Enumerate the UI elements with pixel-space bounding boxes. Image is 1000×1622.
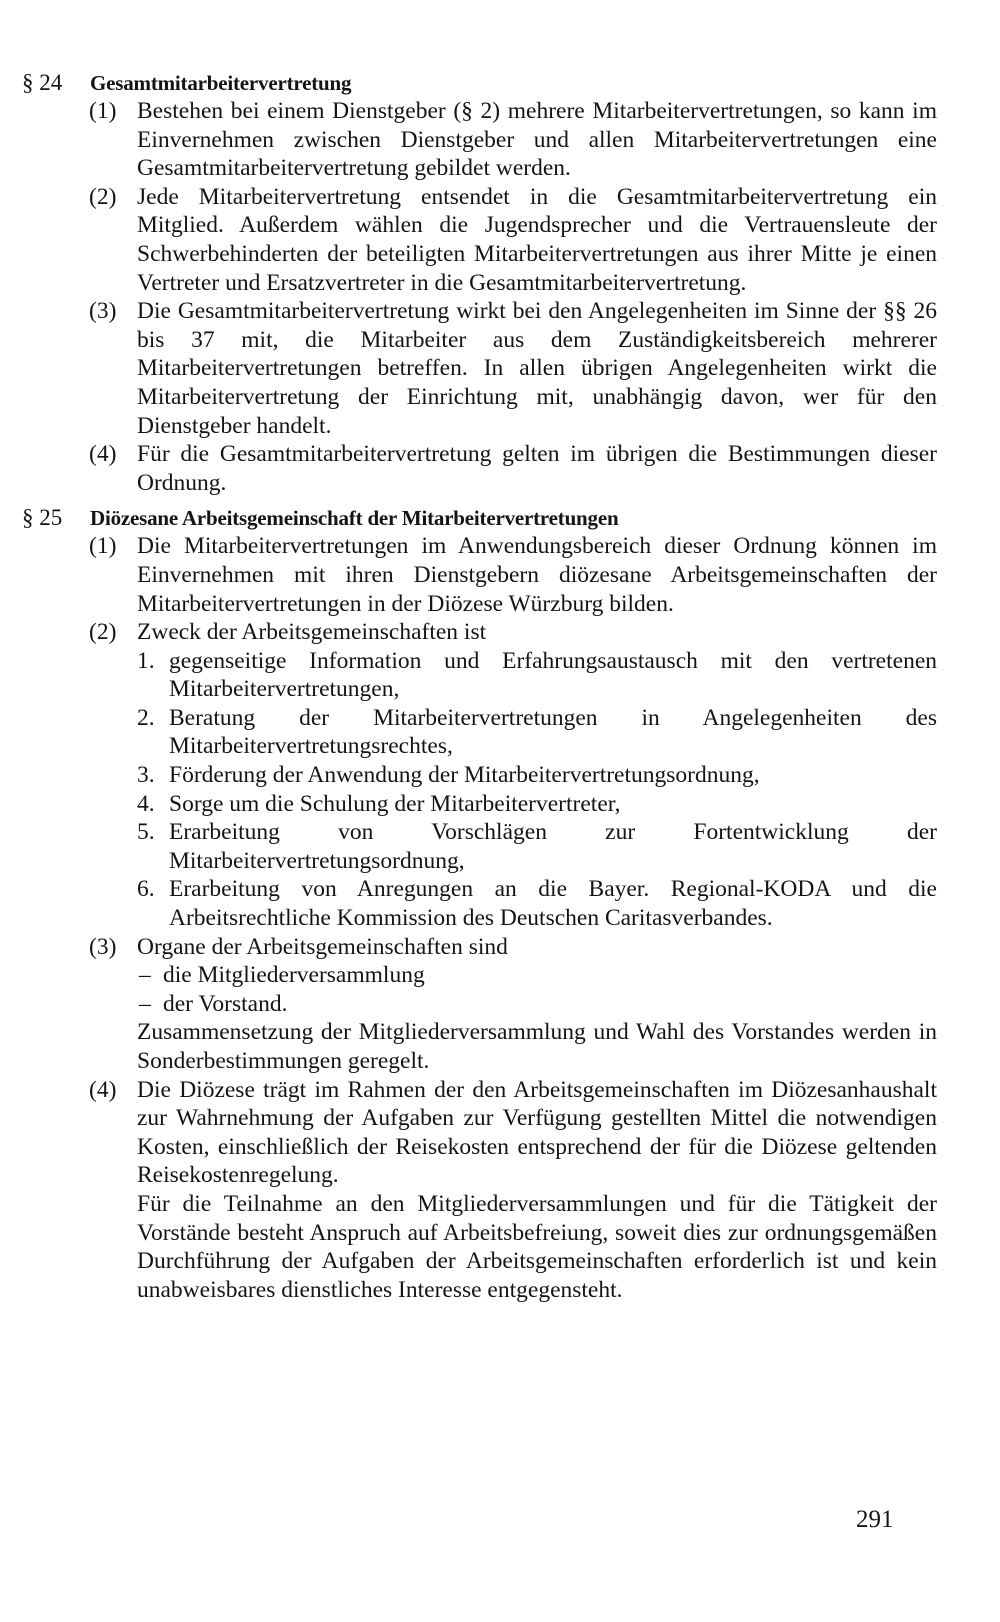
paragraph-closing: Zusammensetzung der Mitgliederversammlung und Wahl des Vorstandes werden in Sonderbestimmungen geregelt. — [137, 1019, 937, 1074]
paragraph-text: Bestehen bei einem Dienstgeber (§ 2) mehrere Mitarbeitervertretungen, so kann im Einvernehmen zwischen Dienstgeber und allen Mitarbeitervertretungen eine Gesamtmitarbeitervertretung gebildet werden. — [137, 98, 937, 182]
list-item — [137, 875, 937, 932]
paragraph-intro: Organe der Arbeitsgemeinschaften sind — [137, 933, 508, 960]
paragraph-body — [137, 933, 937, 1076]
paragraph-text: Die Gesamtmitarbeitervertretung wirkt bei den Angelegenheiten im Sinne der §§ 26 bis 37 mit, die Mitarbeiter aus dem Zuständigkeitsbereich mehrerer Mitarbeitervertretungen betreffen. In allen übrigen Angelegenheiten wirkt die Mitarbeitervertretung der Einrichtung mit, unabhängig davon, wer für den Dienstgeber handelt. — [137, 298, 937, 439]
dash-item-text: der Vorstand. — [163, 990, 288, 1017]
paragraph-25-1 — [89, 532, 937, 618]
list-item-text: Erarbeitung von Anregungen an die Bayer. Regional-KODA und die Arbeitsrechtliche Kommission des Deutschen Caritasverbandes. — [169, 876, 937, 932]
list-item — [137, 790, 937, 819]
page-number: 291 — [856, 1506, 894, 1533]
paragraph-text: Die Diözese trägt im Rahmen der den Arbeitsgemeinschaften im Diözesanhaushalt zur Wahrnehmung der Aufgaben zur Verfügung gestellten Mittel die notwendigen Kosten, einschließlich der Reisekosten entsprechend der für die Diözese geltenden Reisekostenregelung. — [137, 1076, 937, 1189]
dash-bullet: – — [139, 990, 151, 1017]
list-item-number: 2. — [137, 704, 155, 731]
paragraph-text: Jede Mitarbeitervertretung entsendet in die Gesamtmitarbeitervertretung ein Mitglied. Außerdem wählen die Jugendsprecher und die Vertrauensleute der Schwerbehinderten der beteiligten Mitarbeitervertretungen aus ihrer Mitte je einen Vertreter und Ersatzvertreter in die Gesamtmitarbeitervertretung. — [137, 183, 937, 296]
list-item-text: gegenseitige Information und Erfahrungsaustausch mit den vertretenen Mitarbeitervertretungen, — [169, 647, 937, 703]
dash-list-item — [137, 990, 937, 1019]
paragraph-text: Für die Teilnahme an den Mitgliederversammlungen und für die Tätigkeit der Vorstände besteht Anspruch auf Arbeitsbefreiung, soweit dies zur ordnungsgemäßen Durchführung der Aufgaben der Arbeitsgemeinschaften erforderlich ist und kein unabweisbares dienstliches Interesse entgegensteht. — [137, 1190, 937, 1303]
paragraph-number: (4) — [89, 1076, 117, 1103]
dash-bullet: – — [139, 962, 151, 989]
paragraph-intro: Zweck der Arbeitsgemeinschaften ist — [137, 619, 487, 646]
paragraph-number: (1) — [89, 98, 117, 124]
paragraph-number: (1) — [89, 533, 117, 560]
paragraph-number: (2) — [89, 183, 117, 210]
paragraph-24-3 — [89, 297, 937, 440]
page-content — [22, 68, 937, 1304]
paragraph-24-4 — [89, 440, 937, 497]
paragraph-number: (3) — [89, 933, 117, 960]
paragraph-text: Für die Gesamtmitarbeitervertretung gelten im übrigen die Bestimmungen dieser Ordnung. — [137, 441, 937, 496]
list-item — [137, 647, 937, 704]
paragraph-24-1 — [89, 97, 937, 183]
list-item-number: 1. — [137, 647, 155, 674]
paragraph-25-3 — [89, 933, 937, 1076]
list-item-number: 6. — [137, 876, 155, 903]
paragraph-25-2 — [89, 618, 937, 933]
section-number: § 24 — [22, 70, 63, 95]
paragraph-24-2 — [89, 183, 937, 297]
paragraph-number: (2) — [89, 619, 117, 646]
list-item-text: Förderung der Anwendung der Mitarbeitervertretungsordnung, — [169, 762, 760, 789]
dash-list-item — [137, 961, 937, 990]
list-item-number: 5. — [137, 819, 155, 846]
list-item — [137, 818, 937, 875]
list-item-text: Erarbeitung von Vorschlägen zur Fortentwicklung der Mitarbeitervertretungsordnung, — [169, 819, 937, 874]
list-item — [137, 704, 937, 761]
section-24-heading — [22, 68, 937, 97]
section-number: § 25 — [22, 505, 63, 531]
section-title: Diözesane Arbeitsgemeinschaft der Mitarbeitervertretungen — [90, 506, 619, 531]
paragraph-number: (3) — [89, 298, 117, 325]
list-item-number: 3. — [137, 762, 155, 789]
section-25-heading — [22, 503, 937, 532]
list-item-text: Sorge um die Schulung der Mitarbeitervertreter, — [169, 790, 621, 817]
list-item-number: 4. — [137, 790, 155, 817]
dash-item-text: die Mitgliederversammlung — [163, 962, 425, 989]
paragraph-body — [137, 618, 937, 933]
list-item-text: Beratung der Mitarbeitervertretungen in Angelegenheiten des Mitarbeitervertretungsrechtes, — [169, 704, 937, 760]
paragraph-number: (4) — [89, 441, 117, 468]
paragraph-25-4 — [89, 1076, 937, 1305]
list-item — [137, 761, 937, 790]
paragraph-body — [137, 1076, 937, 1305]
section-title: Gesamtmitarbeitervertretung — [90, 71, 352, 95]
paragraph-text: Die Mitarbeitervertretungen im Anwendungsbereich dieser Ordnung können im Einvernehmen mit ihren Dienstgebern diözesane Arbeitsgemeinschaften der Mitarbeitervertretungen in der Diözese Würzburg bilden. — [137, 533, 937, 617]
